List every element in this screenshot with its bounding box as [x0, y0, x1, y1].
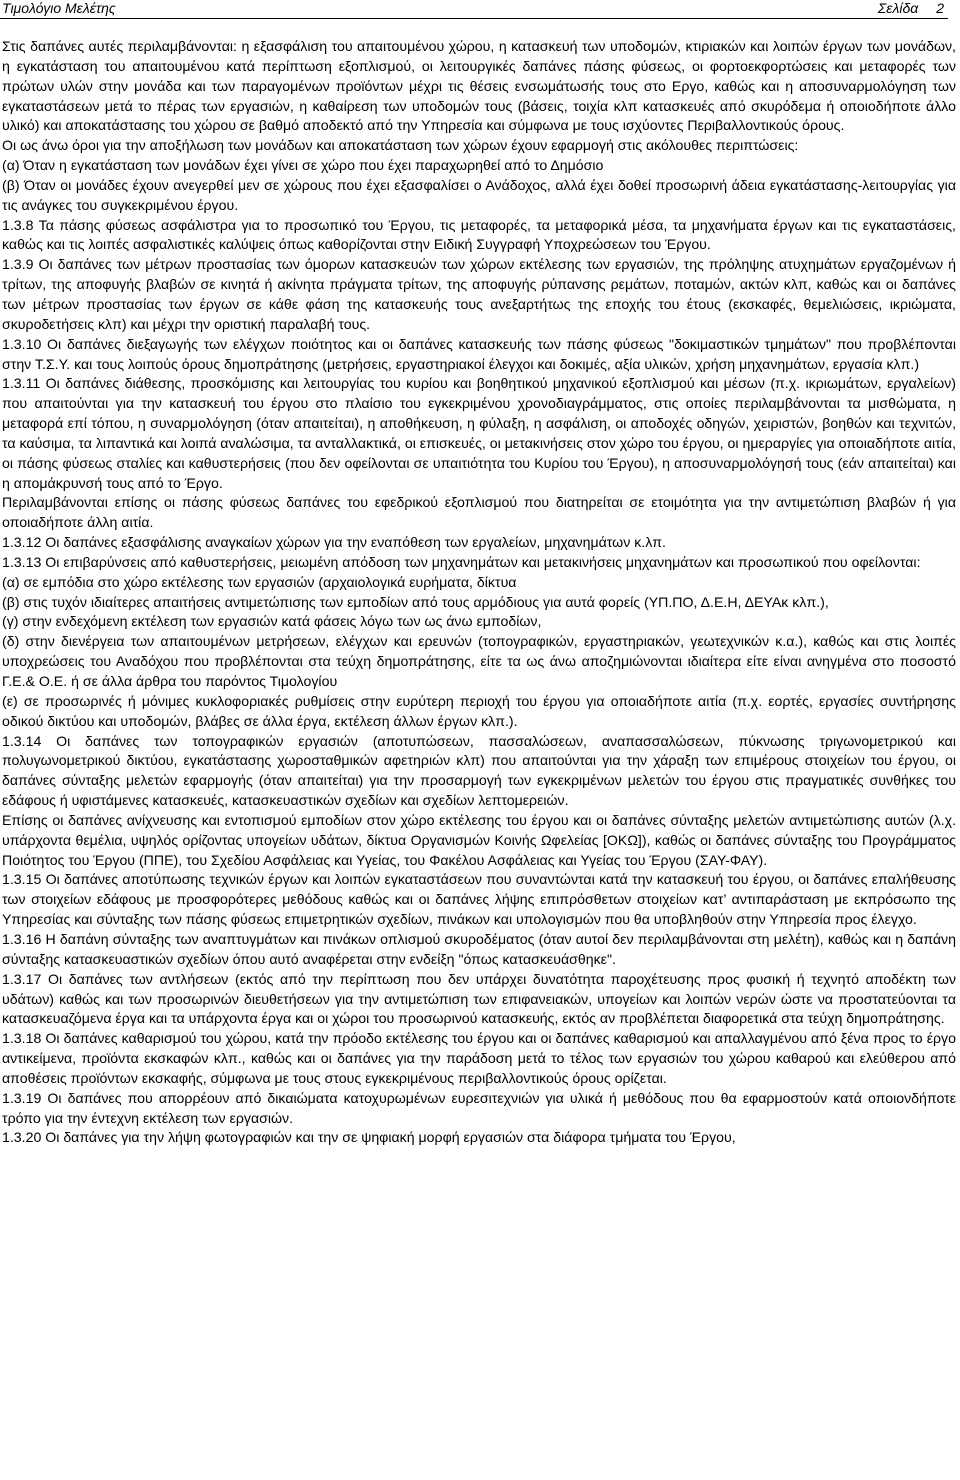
paragraph: 1.3.13 Οι επιβαρύνσεις από καθυστερήσεις, μειωμένη απόδοση των μηχανημάτων και μετακινήσεις μηχανημάτων και προσωπικού που οφείλονται:: [2, 553, 921, 570]
body-text: [2, 37, 956, 1148]
paragraph: 1.3.11 Οι δαπάνες διάθεσης, προσκόμισης και λειτουργίας του κυρίου και βοηθητικού μηχανικού εξοπλισμού και μέσων (π.χ. ικριωμάτων, εργαλείων) που απαιτούνται για την κατασκευή του έργου στο πλαίσιο του εγκεκριμένου χρονοδιαγράμματος, στις οποίες περιλαμβάνονται τα μισθώματα, η μεταφορά επί τόπου, η συναρμολόγηση (όταν απαιτείται), η αποθήκευση, η φύλαξη, η ασφάλιση, οι αποδοχές οδηγών, χειριστών, βοηθών και τεχνιτών, τα καύσιμα, τα λιπαντικά και λοιπά αναλώσιμα, τα ανταλλακτικά, οι επισκευές, οι μετακινήσεις στον χώρο του έργου, οι ημεραργίες για οποιαδήποτε αιτία, οι πάσης φύσεως σταλίες και καθυστερήσεις (που δεν οφείλονται σε υπαιτιότητα του Κυρίου του Έργου), η αποσυναρμολόγησή τους (εάν απαιτείται) και η απομάκρυνσή τους από το Έργο.: [2, 375, 956, 491]
paragraph: 1.3.8 Τα πάσης φύσεως ασφάλιστρα για το προσωπικό του Έργου, τις μεταφορές, τα μεταφορικά μέσα, τα μηχανήματα έργων και τις εγκαταστάσεις, καθώς και τις λοιπές ασφαλιστικές καλύψεις όπως καθορίζονται στην Ειδική Συγγραφή Υποχρεώσεων του Έργου.: [2, 216, 956, 253]
header-divider: [0, 18, 948, 19]
page-indicator: [878, 0, 944, 17]
document-title: Τιμολόγιο Μελέτης: [2, 0, 116, 16]
paragraph: Επίσης οι δαπάνες ανίχνευσης και εντοπισμού εμποδίων στον χώρο εκτέλεσης του έργου και οι δαπάνες σύνταξης μελετών αντιμετώπισης αυτών (λ.χ. υπάρχοντα θεμέλια, υψηλός ορίζοντας υπογείων υδάτων, δίκτυα Οργανισμών Κοινής Ωφελείας [ΟΚΩ]), καθώς οι δαπάνες σύνταξης του Προγράμματος Ποιότητος του Έργου (ΠΠΕ), του Σχεδίου Ασφάλειας και Υγείας, του Φακέλου Ασφάλειας και Υγείας του Έργου (ΣΑΥ-ΦΑΥ).: [2, 811, 956, 868]
paragraph: (α) σε εμπόδια στο χώρο εκτέλεσης των εργασιών (αρχαιολογικά ευρήματα, δίκτυα: [2, 573, 517, 590]
paragraph: 1.3.10 Οι δαπάνες διεξαγωγής των ελέγχων ποιότητος και οι δαπάνες κατασκευής των πάσης φύσεως "δοκιμαστικών τμημάτων" που προβλέπονται στην Τ.Σ.Υ. και τους λοιπούς όρους δημοπράτησης (μετρήσεις, εργαστηριακοί έλεγχοι και δοκιμές, αξία υλικών, χρήση μηχανημάτων, εργασία κλπ.): [2, 335, 956, 372]
paragraph: (α) Όταν η εγκατάσταση των μονάδων έχει γίνει σε χώρο που έχει παραχωρηθεί από το Δημόσιο: [2, 157, 604, 174]
paragraph: 1.3.17 Οι δαπάνες των αντλήσεων (εκτός από την περίπτωση που δεν υπάρχει δυνατότητα παροχέτευσης προς φυσική ή τεχνητό αποδέκτη των υδάτων) καθώς και των προσωρινών διευθετήσεων για την αντιμετώπιση των επιφανειακών, υπογείων και λοιπών νερών ώστε να προστατεύονται τα κατασκευαζόμενα έργα και τα υπάρχοντα έργα και οι χώροι του προσωρινού κατασκευής, εκτός αν προβλέπεται διαφορετικά στα τεύχη δημοπράτησης.: [2, 970, 956, 1027]
paragraph: (δ) στην διενέργεια των απαιτουμένων μετρήσεων, ελέγχων και ερευνών (τοπογραφικών, εργαστηριακών, γεωτεχνικών κ.α.), καθώς και στις λοιπές υποχρεώσεις του Αναδόχου που προβλέπονται στα τεύχη δημοπράτησης, είτε τα ως άνω αποζημιώνονται ιδιαίτερα είτε είναι ανηγμένα στο ποσοστό Γ.Ε.& Ο.Ε. ή σε άλλα άρθρα του παρόντος Τιμολογίου: [2, 633, 956, 689]
paragraph: Οι ως άνω όροι για την αποξήλωση των μονάδων και αποκατάσταση των χώρων έχουν εφαρμογή στις ακόλουθες περιπτώσεις:: [2, 137, 799, 154]
paragraph: (ε) σε προσωρινές ή μόνιμες κυκλοφοριακές ρυθμίσεις στην ευρύτερη περιοχή του έργου για οποιαδήποτε αιτία (π.χ. εορτές, εργασίες συντήρησης οδικού δικτύου και υποδομών, βλάβες σε άλλα έργα, εκτέλεση άλλων έργων κλπ.).: [2, 692, 956, 729]
page-header: [2, 0, 944, 17]
paragraph: 1.3.15 Οι δαπάνες αποτύπωσης τεχνικών έργων και λοιπών εγκαταστάσεων που συναντώνται κατά την κατασκευή του έργου, οι δαπάνες επαλήθευσης των στοιχείων εδάφους με προσφορότερες μεθόδους καθώς και οι δαπάνες λήψης επιπρόσθετων στοιχείων κατ’ αντιπαράσταση με εκπρόσωπο της Υπηρεσίας και σύνταξης των πάσης φύσεως επιμετρητικών σχεδίων, πινάκων και υπολογισμών που θα υποβληθούν στην Υπηρεσία προς έλεγχο.: [2, 871, 956, 928]
paragraph: 1.3.12 Οι δαπάνες εξασφάλισης αναγκαίων χώρων για την εναπόθεση των εργαλείων, μηχανημάτων κ.λπ.: [2, 534, 666, 551]
page-label: Σελίδα: [877, 0, 919, 16]
paragraph: (β) Όταν οι μονάδες έχουν ανεγερθεί μεν σε χώρους που έχει εξασφαλίσει ο Ανάδοχος, αλλά έχει δοθεί προσωρινή άδεια εγκατάστασης-λειτουργίας για τις ανάγκες του συγκεκριμένου έργου.: [2, 176, 956, 213]
paragraph: 1.3.20 Οι δαπάνες για την λήψη φωτογραφιών και την σε ψηφιακή μορφή εργασιών στα διάφορα τμήματα του Έργου,: [2, 1129, 736, 1146]
paragraph: 1.3.18 Οι δαπάνες καθαρισμού του χώρου, κατά την πρόοδο εκτέλεσης του έργου και οι δαπάνες καθαρισμού και απαλλαγμένου από ξένα προς το έργο αντικείμενα, προϊόντα εκσκαφών κλπ., καθώς και οι δαπάνες για την παράδοση μετά το τέλος των εργασιών του χώρου καθαρού και ελεύθερου από αποθέσεις προϊόντων εκσκαφής, σύμφωνα με τους στους εγκεκριμένους περιβαλλοντικούς όρους ορίζεται.: [2, 1030, 956, 1086]
paragraph: 1.3.14 Οι δαπάνες των τοπογραφικών εργασιών (αποτυπώσεων, πασσαλώσεων, αναπασσαλώσεων, πύκνωσης τριγωνομετρικού και πολυγωνομετρικού δικτύου, εγκατάστασης χωροσταθμικών αφετηριών κλπ) που απαιτούνται για την χάραξη των επιμέρους στοιχείων του έργου, οι δαπάνες σύνταξης μελετών εφαρμογής (όταν απαιτείται) για την προσαρμογή των εγκεκριμένων μελετών του έργου στις πραγματικές συνθήκες του εδάφους ή υφιστάμενες κατασκευές, κατασκευαστικών σχεδίων και σχεδίων λεπτομερειών.: [2, 732, 956, 809]
paragraph: 1.3.19 Οι δαπάνες που απορρέουν από δικαιώματα κατοχυρωμένων ευρεσιτεχνιών για υλικά ή μεθόδους που θα εφαρμοστούν κατά οποιονδήποτε τρόπο για την έντεχνη εκτέλεση των εργασιών.: [2, 1089, 956, 1126]
paragraph: Στις δαπάνες αυτές περιλαμβάνονται: η εξασφάλιση του απαιτουμένου χώρου, η κατασκευή των υποδομών, κτιριακών και λοιπών έργων των μονάδων, η εγκατάσταση του απαιτουμένου κατά περίπτωση εξοπλισμού, οι λειτουργικές δαπάνες πάσης φύσεως, οι φορτοεκφορτώσεις και μεταφορές των πρώτων υλών στην μονάδα και των παραγομένων προϊόντων μέχρι τις θέσεις ενσωμάτωσής τους στο Εργο, καθώς και η αποσυναρμολόγηση των εγκαταστάσεων μετά το πέρας των εργασιών, η καθαίρεση των υποδομών τους (βάσεις, τοιχία κλπ κατασκευές από σκυρόδεμα ή οποιοδήποτε άλλο υλικό) και αποκατάστασης του χώρου σε βαθμό αποδεκτό από την Υπηρεσία και σύμφωνα με τους ισχύοντες Περιβαλλοντικούς όρους.: [2, 38, 956, 134]
paragraph: (γ) στην ενδεχόμενη εκτέλεση των εργασιών κατά φάσεις λόγω των ως άνω εμποδίων,: [2, 613, 542, 630]
page-number: 2: [936, 0, 944, 16]
paragraph: (β) στις τυχόν ιδιαίτερες απαιτήσεις αντιμετώπισης των εμποδίων από τους αρμόδιους για αυτά φορείς (ΥΠ.ΠΟ, Δ.Ε.Η, ΔΕΥΑκ κλπ.),: [2, 593, 829, 610]
paragraph: Περιλαμβάνονται επίσης οι πάσης φύσεως δαπάνες του εφεδρικού εξοπλισμού που διατηρείται σε ετοιμότητα για την αντιμετώπιση βλαβών ή για οποιαδήποτε άλλη αιτία.: [2, 494, 956, 531]
paragraph: 1.3.16 Η δαπάνη σύνταξης των αναπτυγμάτων και πινάκων οπλισμού σκυροδέματος (όταν αυτοί δεν περιλαμβάνονται στη μελέτη), καθώς και η δαπάνη σύνταξης κατασκευαστικών σχεδίων όπου αυτό αναφέρεται στην ενδείξη "όπως κατασκευάσθηκε".: [2, 930, 956, 967]
paragraph: 1.3.9 Οι δαπάνες των μέτρων προστασίας των όμορων κατασκευών των χώρων εκτέλεσης των εργασιών, της πρόληψης ατυχημάτων εργαζομένων ή τρίτων, της αποφυγής βλαβών σε κινητά ή ακίνητα πράγματα τρίτων, της αποφυγής ρύπανσης ρεμάτων, ποταμών, ακτών κλπ, καθώς και οι δαπάνες των μέτρων προστασίας των έργων σε κάθε φάση της κατασκευής τους ανεξαρτήτως της εποχής του έτους (εκσκαφές, θεμελιώσεις, ικριώματα, σκυροδετήσεις κλπ) και μέχρι την οριστική παραλαβή τους.: [2, 256, 956, 332]
